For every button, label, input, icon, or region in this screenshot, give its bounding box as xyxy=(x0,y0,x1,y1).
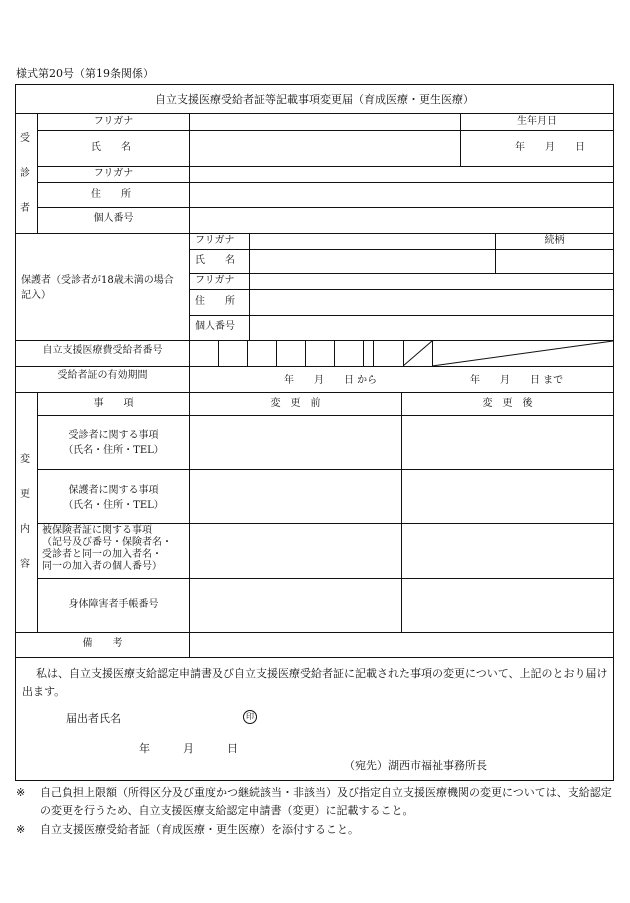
patient-address-label: 住 所 xyxy=(91,189,131,200)
declaration-text: 私は、自立支援医療支給認定申請書及び自立支援医療受給者証に記載された事項の変更について、上記のとおり届け出ます。 xyxy=(22,667,608,698)
relationship-field[interactable] xyxy=(496,250,613,273)
relationship-label: 続柄 xyxy=(544,235,565,246)
change-item-insurance: 被保険者証に関する事項 （記号及び番号・保険者名・ 受診者と同一の加入者名・ 同一の加入者の個人番号） xyxy=(42,525,172,572)
guardian-furigana-label: フリガナ xyxy=(195,235,235,246)
guardian-address-field[interactable] xyxy=(250,290,613,315)
changes-label-1: 変 xyxy=(20,454,30,465)
applicant-label: 届出者氏名 xyxy=(66,712,121,725)
validity-label: 受給者証の有効期間 xyxy=(57,370,148,381)
patient-address-furigana-field[interactable] xyxy=(190,167,613,182)
after-disability-book-field[interactable] xyxy=(402,579,613,632)
patient-label-1: 受 xyxy=(20,133,30,144)
patient-personal-number-label: 個人番号 xyxy=(93,213,134,224)
patient-name-label: 氏 名 xyxy=(91,142,131,153)
changes-header-before: 変 更 前 xyxy=(270,398,321,409)
seal-mark: 印 xyxy=(243,710,257,724)
patient-furigana-label: フリガナ xyxy=(93,116,134,127)
changes-header-item: 事 項 xyxy=(93,398,134,409)
guardian-personal-number-field[interactable] xyxy=(250,316,613,340)
patient-name-field[interactable] xyxy=(190,131,460,166)
before-disability-book-field[interactable] xyxy=(190,579,401,632)
note-mark-2: ※ xyxy=(16,823,26,836)
birthdate-label: 生年月日 xyxy=(517,116,557,127)
patient-furigana2-label: フリガナ xyxy=(93,168,134,179)
changes-label-3: 内 xyxy=(20,524,30,535)
validity-from[interactable]: 年 月 日 から xyxy=(284,375,378,386)
guardian-name-field[interactable] xyxy=(250,250,495,273)
guardian-furigana2-label: フリガナ xyxy=(195,275,235,286)
birthdate-ymd: 年 月 日 xyxy=(515,142,585,153)
addressee: （宛先）湖西市福祉事務所長 xyxy=(344,759,487,772)
note-text-1: 自己負担上限額（所得区分及び重度かつ継続該当・非該当）及び指定自立支援医療機関の変更については、支給認定の変更を行うため、自立支援医療支給認定申請書（変更）に記載すること。 xyxy=(40,786,612,817)
recipient-number-strike xyxy=(403,340,614,367)
changes-label-2: 更 xyxy=(20,489,30,500)
patient-address-field[interactable] xyxy=(190,183,613,207)
remarks-label: 備 考 xyxy=(82,638,123,649)
patient-furigana-field[interactable] xyxy=(190,114,460,130)
guardian-furigana-field[interactable] xyxy=(250,234,495,249)
change-item-guardian: 保護者に関する事項 （氏名・住所・TEL） xyxy=(63,485,164,511)
after-patient-field[interactable] xyxy=(402,416,613,469)
recipient-number-label: 自立支援医療費受給者番号 xyxy=(42,345,163,356)
change-item-patient: 受診者に関する事項 （氏名・住所・TEL） xyxy=(63,430,164,456)
change-item-disability-book: 身体障害者手帳番号 xyxy=(68,599,159,610)
form-title: 自立支援医療受給者証等記載事項変更届（育成医療・更生医療） xyxy=(155,93,474,106)
note-text-2: 自立支援医療受給者証（育成医療・更生医療）を添付すること。 xyxy=(40,823,359,836)
guardian-address-furigana-field[interactable] xyxy=(250,274,613,289)
after-insurance-field[interactable] xyxy=(402,524,613,578)
patient-personal-number-field[interactable] xyxy=(190,208,613,233)
note-mark-1: ※ xyxy=(16,786,26,799)
guardian-name-label: 氏 名 xyxy=(195,255,235,266)
patient-label-3: 者 xyxy=(20,203,30,214)
before-guardian-field[interactable] xyxy=(190,470,401,523)
after-guardian-field[interactable] xyxy=(402,470,613,523)
changes-header-after: 変 更 後 xyxy=(482,398,533,409)
submission-date[interactable]: 年 月 日 xyxy=(139,742,238,755)
changes-label-4: 容 xyxy=(20,559,30,570)
remarks-field[interactable] xyxy=(190,633,613,657)
validity-to[interactable]: 年 月 日 まで xyxy=(470,375,564,386)
guardian-address-label: 住 所 xyxy=(195,296,235,307)
patient-label-2: 診 xyxy=(20,168,30,179)
guardian-personal-number-label: 個人番号 xyxy=(195,321,235,332)
before-insurance-field[interactable] xyxy=(190,524,401,578)
applicant-name-field[interactable] xyxy=(130,708,240,728)
form-number: 様式第20号（第19条関係） xyxy=(16,67,154,80)
before-patient-field[interactable] xyxy=(190,416,401,469)
guardian-section-label: 保護者（受診者が18歳未満の場合記入） xyxy=(21,275,174,301)
